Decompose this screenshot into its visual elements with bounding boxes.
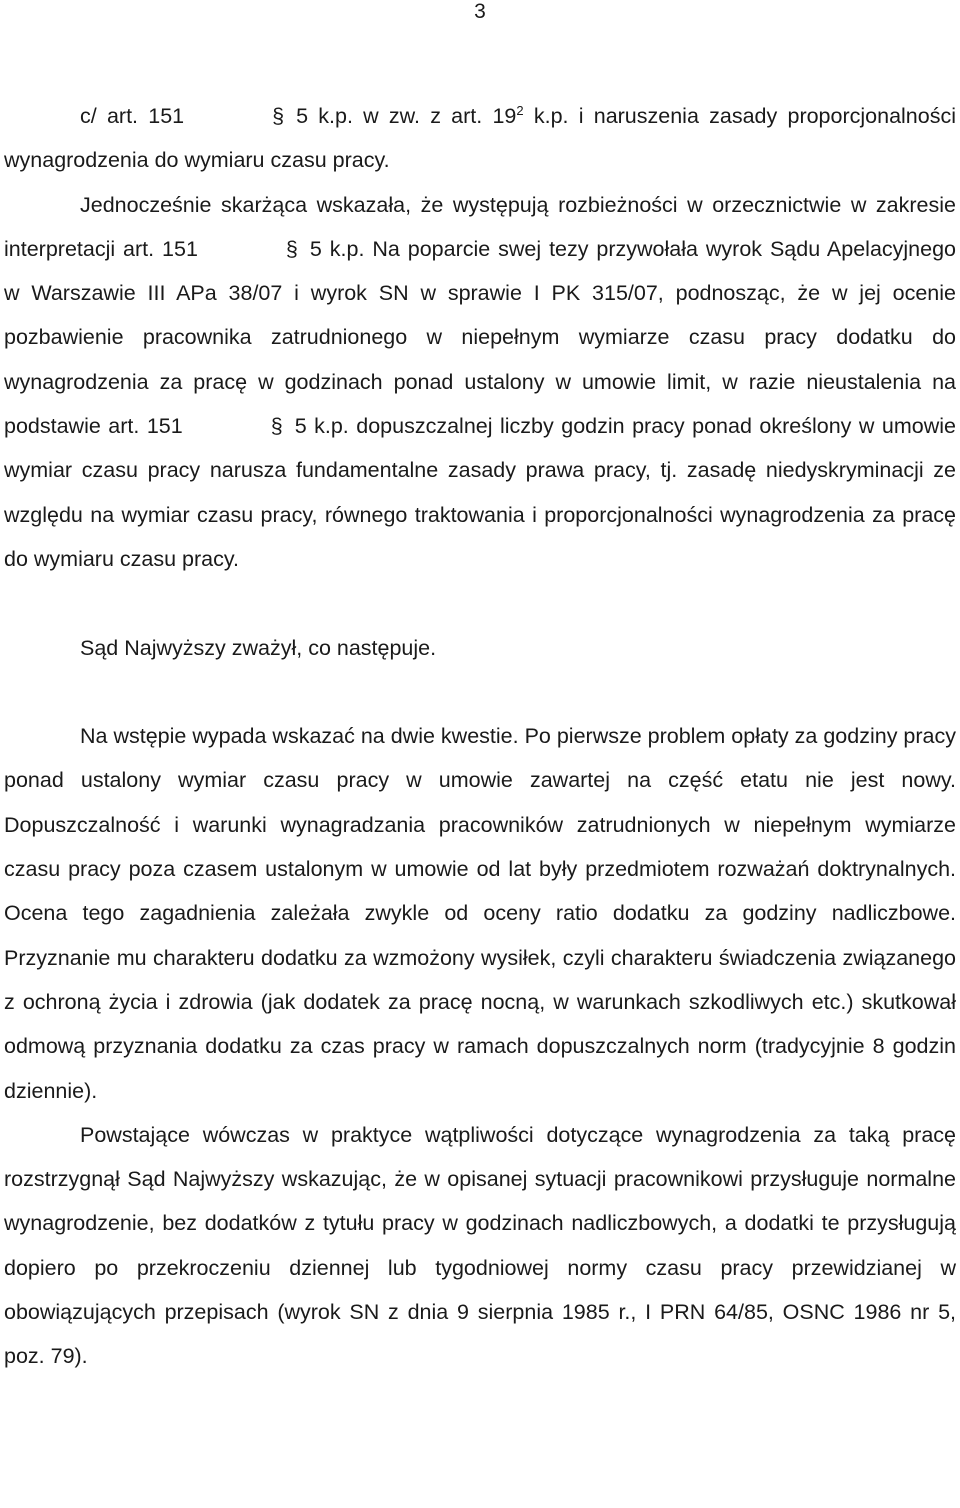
paragraph-1-text-a: c/ art. 151: [80, 104, 185, 128]
paragraph-1: [4, 94, 956, 183]
paragraph-3: Sąd Najwyższy zważył, co następuje.: [80, 635, 437, 660]
section-sign: §: [272, 104, 285, 128]
section-sign: §: [285, 236, 298, 261]
document-body: [4, 94, 956, 1379]
page-number: 3: [474, 0, 486, 23]
section-sign: §: [270, 414, 283, 439]
paragraph-1-text-b: 5 k.p. w zw. z art. 19: [296, 104, 517, 128]
paragraph-2-text-c: 5 k.p. dopuszczalnej liczby godzin pracy ponad określony w umowie wymiar czasu pracy narusza fundamentalne zasady prawa pracy, tj. zasadę niedyskryminacji ze względu na wymiar czasu pracy, równego traktowania i proporcjonalności wynagrodzenia za pracę do wymiaru czasu pracy.: [4, 414, 956, 571]
paragraph-2-text-b: 5 k.p. Na poparcie swej tezy przywołała wyrok Sądu Apelacyjnego w Warszawie III APa 38/07 i wyrok SN w sprawie I PK 315/07, podnosząc, że w jej ocenie pozbawienie pracownika zatrudnionego w niepełnym wymiarze czasu pracy dodatku do wynagrodzenia za pracę w godzinach ponad ustalony w umowie limit, w razie nieustalenia na podstawie art. 151: [4, 236, 957, 439]
paragraph-2-text-a: Jednocześnie skarżąca wskazała, że występują rozbieżności w orzecznictwie w zakresie interpretacji art. 151: [4, 192, 956, 261]
paragraph-2: [4, 183, 956, 582]
superscript: 2: [516, 102, 524, 118]
paragraph-4: Na wstępie wypada wskazać na dwie kwestie. Po pierwsze problem opłaty za godziny pracy ponad ustalony wymiar czasu pracy w umowie zawartej na część etatu nie jest nowy. Dopuszczalność i warunki wynagradzania pracowników zatrudnionych w niepełnym wymiarze czasu pracy poza czasem ustalonym w umowie od lat były przedmiotem rozważań doktrynalnych. Ocena tego zagadnienia zależała zwykle od oceny ratio dodatku za godziny nadliczbowe. Przyznanie mu charakteru dodatku za wzmożony wysiłek, czyli charakteru świadczenia związanego z ochroną życia i zdrowia (jak dodatek za pracę nocną, w warunkach szkodliwych etc.) skutkował odmową przyznania dodatku za czas pracy w ramach dopuszczalnych norm (tradycyjnie 8 godzin dziennie).: [4, 724, 956, 1103]
paragraph-1-text-c: k.p. i naruszenia zasady proporcjonalności wynagrodzenia do wymiaru czasu pracy.: [4, 104, 957, 173]
paragraph-5: Powstające wówczas w praktyce wątpliwości dotyczące wynagrodzenia za taką pracę rozstrzygnął Sąd Najwyższy wskazując, że w opisanej sytuacji pracownikowi przysługuje normalne wynagrodzenie, bez dodatków z tytułu pracy w godzinach nadliczbowych, a dodatki te przysługują dopiero po przekroczeniu dziennej lub tygodniowej normy czasu pracy przewidzianej w obowiązujących przepisach (wyrok SN z dnia 9 sierpnia 1985 r., I PRN 64/85, OSNC 1986 nr 5, poz. 79).: [4, 1122, 956, 1369]
